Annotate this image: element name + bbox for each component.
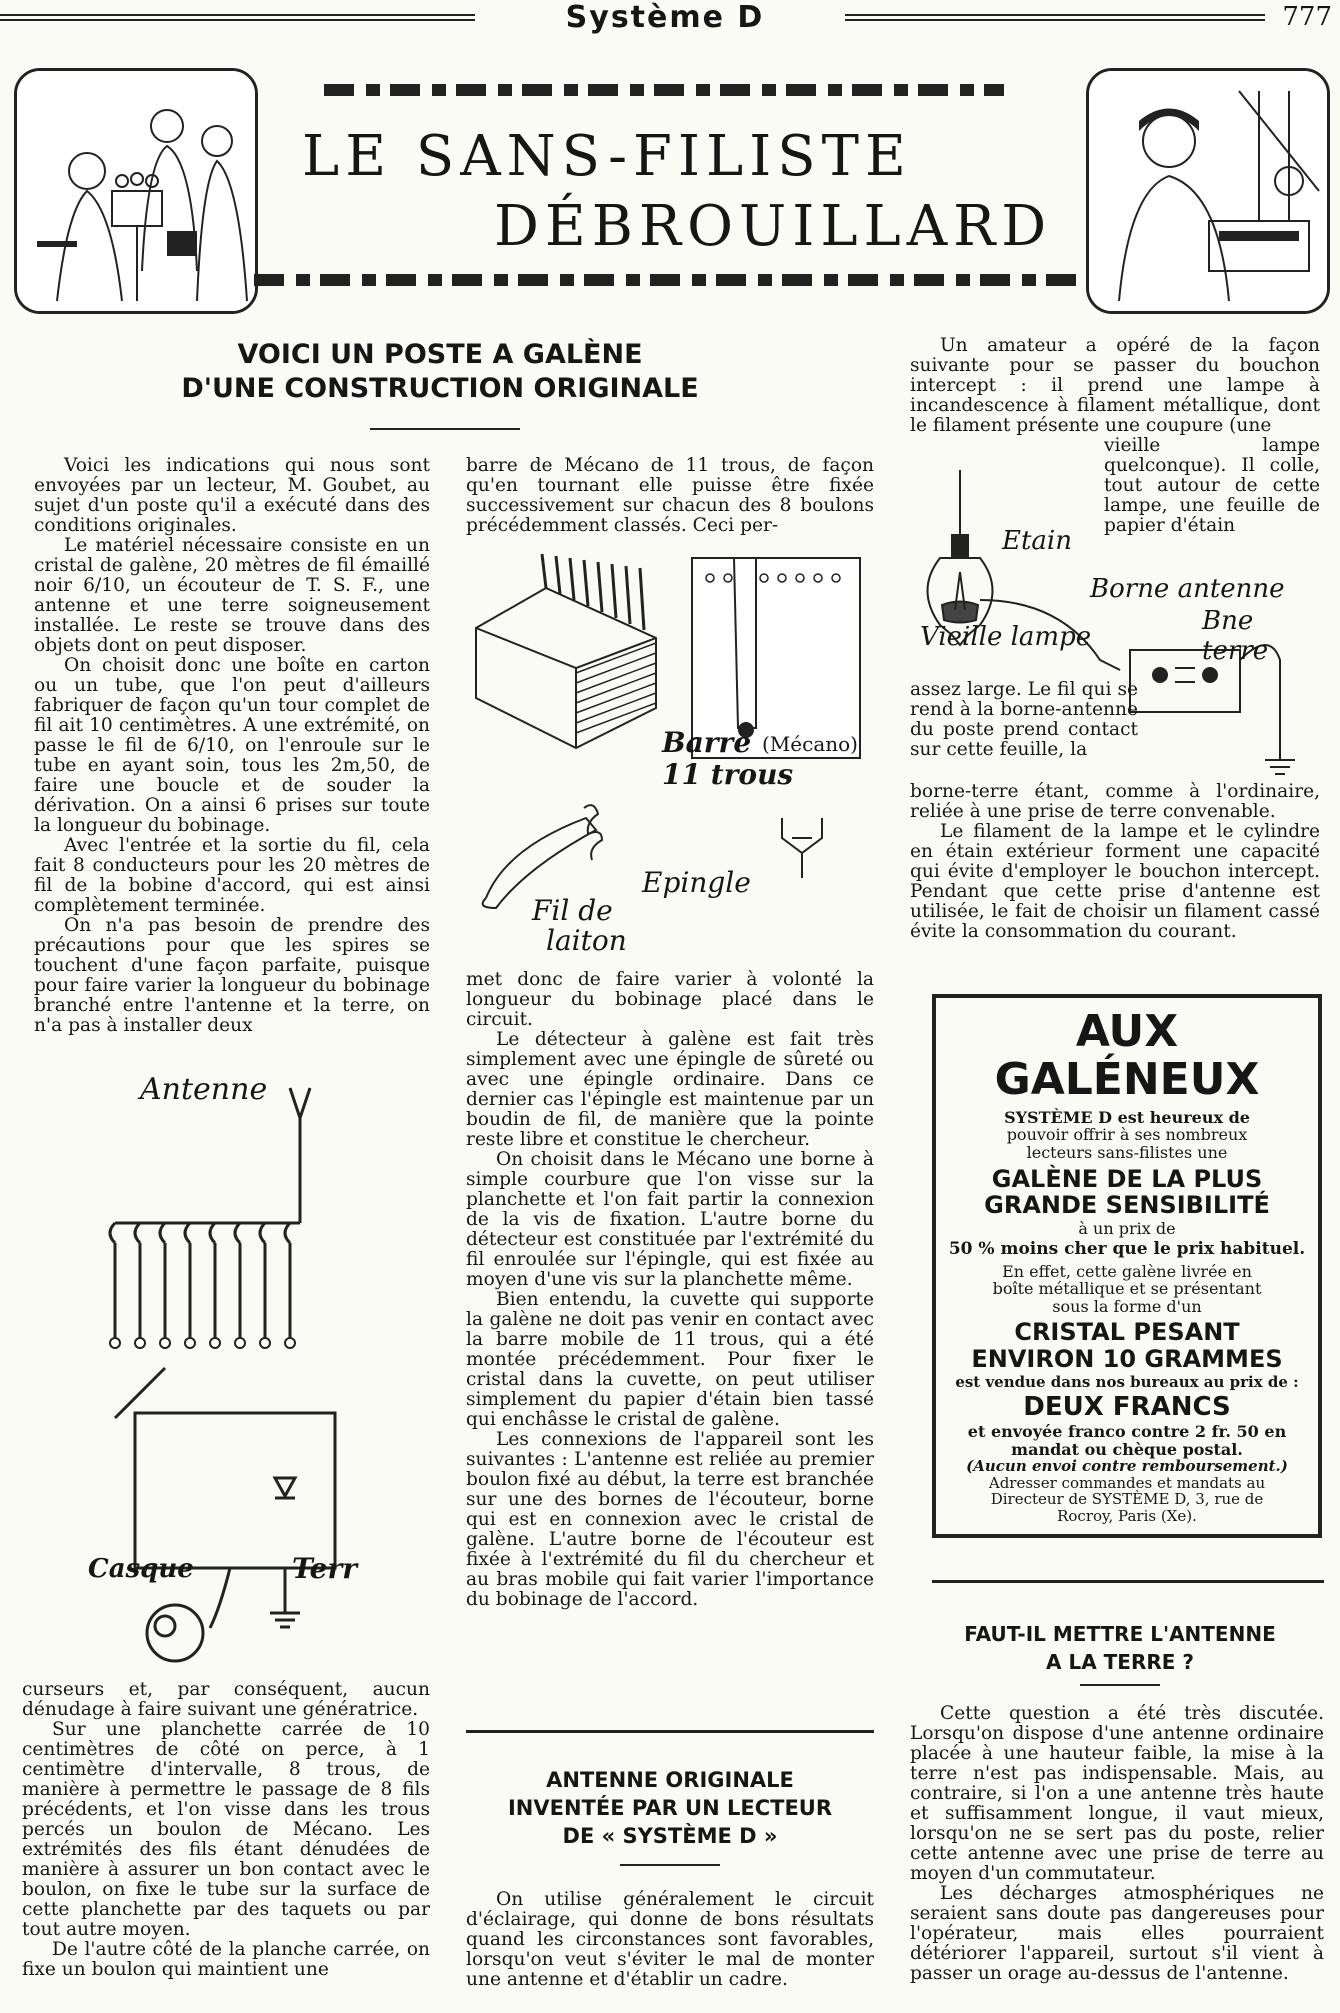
label-vieille-lampe: Vieille lampe [920,622,1092,652]
ad-line: Directeur de SYSTÈME D, 3, rue de [990,1490,1264,1509]
banner-ornament-top [324,84,1004,96]
paragraph: On choisit donc une boîte en carton ou un tube, que l'on peut d'ailleurs fabriquer de façon qu'un tour complet de fil ait 10 centimètres. A une extrémité, on passe le fil de 6/10, on l'enroule sur le tube en ayant soin, tous les 2m,50, de faire une boucle et de souder la dérivation. On a ainsi 6 prises sur toute la longueur du bobinage. [34,655,430,836]
ad-line: à un prix de [1078,1219,1176,1239]
circuit-diagram [60,1068,420,1668]
advertisement-box [932,994,1322,1538]
title-divider [370,428,520,430]
ad-line: est vendue dans nos bureaux au prix de : [955,1373,1299,1392]
paragraph: Bien entendu, la cuvette qui supporte la galène ne doit pas venir en contact avec la barre mobile de 11 trous, qui a été montée précédemment. Pour fixer le cristal dans la cuvette, on peut utiliser simplement du papier d'étain bien tassé qui enchâsse le cristal de galène. [466,1289,874,1430]
header-rule-right [845,14,1265,21]
paragraph: Les connexions de l'appareil sont les suivantes : L'antenne est reliée au premier boulon fixé au début, la terre est branchée sur une des bornes de l'écouteur, borne qui est en connexion avec le cristal de galène. L'autre borne de l'écouteur est fixée à l'extrémité du fil du chercheur et au bras mobile qui fait varier l'importance du bobinage de l'accord. [466,1429,874,1610]
col1-text-top [34,456,430,1036]
title-divider [620,1864,720,1866]
ad-headline: ENVIRON 10 GRAMMES [971,1344,1283,1373]
label-mecano: (Mécano) [762,732,858,756]
third-article-body [910,1704,1324,1984]
ad-price-note: 50 % moins cher que le prix habituel. [948,1238,1306,1259]
ad-line: mandat ou chèque postal. [1011,1439,1243,1459]
ad-line: (Aucun envoi contre remboursement.) [966,1457,1288,1476]
paragraph: Le matériel nécessaire consiste en un cristal de galène, 20 mètres de fil émaillé noir 6/10, un écouteur de T. S. F., une antenne et une terre soigneusement installée. Le reste se trouve dans des objets dont on peut disposer. [34,535,430,656]
paragraph: De l'autre côté de la planche carrée, on fixe un boulon qui maintient une [22,1939,430,1980]
paragraph: Les décharges atmosphériques ne seraient sans doute pas dangereuses pour l'opérateur, mais elles pourraient détériorer l'appareil, surtout s'il vient à passer un orage au-dessus de l'antenne. [910,1883,1324,1984]
paragraph: On utilise généralement le circuit d'éclairage, qui donne de bons résultats quand les circonstances sont favorables, lorsqu'on veut s'éviter le mal de monter une antenne et d'établir un cadre. [466,1889,874,1990]
second-title-line3: DE « SYSTÈME D » [562,1824,778,1848]
paragraph: Avec l'entrée et la sortie du fil, cela fait 8 conducteurs pour les 20 mètres de fil de la bobine d'accord, qui est ainsi complètement terminée. [34,835,430,916]
label-fil-de: Fil de [532,894,613,927]
col2-text-body [466,970,874,1610]
main-article-title [40,338,840,406]
paragraph: met donc de faire varier à volonté la longueur du bobinage placé dans le circuit. [466,969,874,1030]
paragraph: borne-terre étant, comme à l'ordinaire, reliée à une prise de terre convenable. [910,781,1320,822]
ad-line: sous la forme d'un [1052,1296,1202,1316]
ad-headline: GRANDE SENSIBILITÉ [984,1190,1270,1219]
paragraph: barre de Mécano de 11 trous, de façon qu'en tournant elle puisse être fixée successivement sur chacun des 8 boulons précédemment classés. Ceci per- [466,455,874,536]
third-title-line1: FAUT-IL METTRE L'ANTENNE [964,1622,1276,1646]
second-title-line2: INVENTÉE PAR UN LECTEUR [507,1796,833,1820]
label-barre: Barre [662,726,752,759]
journal-title: Système D [565,0,765,35]
ad-line: et envoyée franco contre 2 fr. 50 en [967,1422,1287,1442]
ad-line: lecteurs sans-filistes une [1026,1142,1228,1162]
vignette-right-illustration [1086,68,1330,314]
ad-headline: GALÈNE DE LA PLUS [991,1164,1263,1193]
ad-line: Adresser commandes et mandats au [988,1473,1266,1492]
paragraph: assez large. Le fil qui se rend à la borne-antenne du poste prend contact sur cette feuille, la [910,679,1138,760]
ad-title: AUX GALÉNEUX [994,1006,1260,1106]
third-article-title [910,1620,1330,1676]
paragraph: curseurs et, par conséquent, aucun dénudage à faire suivant une génératrice. [22,1679,430,1720]
label-antenne: Antenne [140,1072,268,1107]
col3-text-top [910,336,1320,436]
paragraph: Sur une planchette carrée de 10 centimètres de côté on perce, à 1 centimètre d'intervalle, 8 trous, de manière à permettre le passage de 8 fils précédents, et l'on visse dans les trous percés un boulon de Mécano. Les extrémités des fils étant dénudées de manière à assurer un bon contact avec le boulon, on fixe le tube sur la surface de cette planchette par des taquets ou par tout autre moyen. [22,1719,430,1940]
paragraph: Le filament de la lampe et le cylindre en étain extérieur forment une capacité qui évite d'employer le bouchon intercept. Pendant que cette prise d'antenne est utilisée, le fait de choisir un filament cassé évite la consommation du courant. [910,821,1320,942]
title-divider [1080,1684,1160,1686]
col3-text-after-figure [910,680,1138,760]
col2-text-top [466,456,874,536]
paragraph: vieille lampe quelconque). Il colle, tout autour de cette lampe, une feuille de papier d'étain [1104,435,1320,536]
ad-line: boîte métallique et se présentant [992,1279,1262,1299]
ad-line: Rocroy, Paris (Xe). [1057,1506,1197,1525]
main-title-line1: VOICI UN POSTE A GALÈNE [237,339,643,370]
label-11-trous: 11 trous [662,758,794,791]
header-rule-left [0,14,475,21]
third-title-line2: A LA TERRE ? [1046,1650,1194,1674]
section-rule [932,1580,1324,1583]
paragraph: On n'a pas besoin de prendre des précautions pour que les spires se touchent d'une façon parfaite, puisque pour faire varier la longueur du bobinage branché entre l'antenne et la terre, on n'a pas à installer deux [34,915,430,1036]
paragraph: Voici les indications qui nous sont envoyées par un lecteur, M. Goubet, au sujet d'un poste qu'il a exécuté dans des conditions originales. [34,455,430,536]
label-laiton: laiton [546,924,627,957]
col1-text-bottom [22,1680,430,1980]
paragraph: On choisit dans le Mécano une borne à simple courbure que l'on visse sur la planchette et l'on fait partir la connexion de la vis de fixation. L'autre borne du détecteur est constituée par l'extrémité du fil enroulée sur l'épingle, qui est fixée au moyen d'une vis sur la planchette même. [466,1149,874,1290]
banner-title-line2: DÉBROUILLARD [494,194,1053,259]
label-casque: Casque [88,1554,194,1584]
label-borne-terre: Bne terre [1202,606,1269,666]
paragraph: Le détecteur à galène est fait très simplement avec une épingle de sûreté ou avec une épingle ordinaire. Dans ce dernier cas l'épingle est maintenue par un boudin de fil, de manière que la pointe reste libre et constitue le chercheur. [466,1029,874,1150]
running-header [0,0,1340,36]
col3-text-body [910,782,1320,942]
ad-price: DEUX FRANCS [1023,1391,1231,1422]
page-number: 777 [1282,2,1332,32]
ad-headline: CRISTAL PESANT [1014,1318,1240,1347]
second-article-body [466,1890,874,1990]
main-title-line2: D'UNE CONSTRUCTION ORIGINALE [181,373,699,404]
banner-title-line1: LE SANS-FILISTE [302,124,912,189]
label-etain: Etain [1002,526,1072,556]
paragraph: Cette question a été très discutée. Lorsqu'on dispose d'une antenne ordinaire placée à une hauteur faible, la mise à la terre n'est pas indispensable. Mais, au contraire, si l'on a une antenne très haute et suffisamment longue, il vaut mieux, lorsqu'on ne se sert pas du poste, relier cette antenne avec une prise de terre au moyen d'un commutateur. [910,1703,1324,1884]
section-rule [466,1730,874,1733]
second-article-title [466,1766,874,1850]
label-terre: Terr [292,1552,357,1585]
banner-ornament-bottom [254,274,1086,286]
label-borne-antenne: Borne antenne [1090,574,1285,604]
ad-line: En effet, cette galène livrée en [1002,1261,1252,1281]
second-title-line1: ANTENNE ORIGINALE [546,1768,794,1792]
ad-line: pouvoir offrir à ses nombreux [1006,1125,1248,1145]
detector-figure [466,548,874,958]
paragraph: Un amateur a opéré de la façon suivante pour se passer du bouchon intercept : il prend une lampe à incandescence à filament métallique, dont le filament présente une coupure (une [910,335,1320,436]
ad-line: SYSTÈME D est heureux de [1004,1107,1250,1127]
section-banner [14,64,1324,314]
vignette-left-illustration [14,68,258,314]
label-epingle: Epingle [642,866,751,899]
